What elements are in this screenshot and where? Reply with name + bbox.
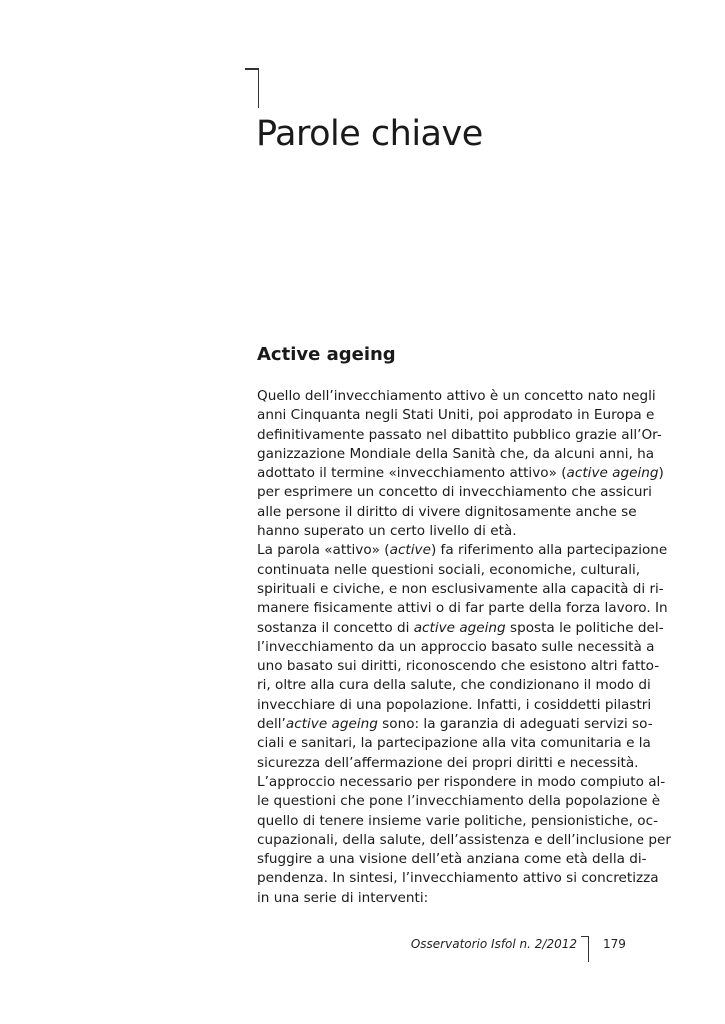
body-line: L’approccio necessario per rispondere in modo compiuto al-	[257, 773, 666, 790]
body-line: pendenza. In sintesi, l’invecchiamento attivo si concretizza	[257, 870, 659, 887]
body-line: sfuggire a una visione dell’età anziana come età della di-	[257, 851, 647, 868]
corner-mark	[245, 68, 259, 108]
body-line: hanno superato un certo livello di età.	[257, 523, 517, 540]
page-number: 179	[603, 937, 626, 951]
body-line: le questioni che pone l’invecchiamento della popolazione è	[257, 793, 661, 810]
body-line: spirituali e civiche, e non esclusivamente alla capacità di ri-	[257, 580, 664, 597]
body-line: l’invecchiamento da un approccio basato sulle necessità a	[257, 638, 655, 655]
body-line: anni Cinquanta negli Stati Uniti, poi approdato in Europa e	[257, 407, 655, 424]
body-text	[257, 387, 671, 908]
body-line: invecchiare di una popolazione. Infatti, i cosiddetti pilastri	[257, 696, 652, 713]
body-line: manere fisicamente attivi o di far parte della forza lavoro. In	[257, 600, 668, 617]
body-line: uno basato sui diritti, riconoscendo che esistono altri fatto-	[257, 658, 660, 675]
page-title: Parole chiave	[256, 114, 483, 154]
body-line: ganizzazione Mondiale della Sanità che, da alcuni anni, ha	[257, 445, 655, 462]
page-footer	[0, 934, 725, 964]
journal-reference: Osservatorio Isfol n. 2/2012	[410, 937, 577, 951]
body-line: quello di tenere insieme varie politiche, pensionistiche, oc-	[257, 812, 658, 829]
section-title: Active ageing	[257, 344, 396, 365]
body-line: dell’active ageing sono: la garanzia di adeguati servizi so-	[257, 716, 653, 733]
body-line: per esprimere un concetto di invecchiamento che assicuri	[257, 484, 652, 501]
body-line: alle persone il diritto di vivere dignitosamente anche se	[257, 503, 637, 520]
body-line: definitivamente passato nel dibattito pubblico grazie all’Or-	[257, 426, 662, 443]
body-line: Quello dell’invecchiamento attivo è un concetto nato negli	[257, 388, 656, 404]
body-line: sicurezza dell’affermazione dei propri diritti e necessità.	[257, 754, 639, 771]
body-line: adottato il termine «invecchiamento attivo» (active ageing)	[257, 465, 664, 482]
body-line: sostanza il concetto di active ageing sposta le politiche del-	[257, 619, 664, 636]
body-line: continuata nelle questioni sociali, economiche, culturali,	[257, 561, 641, 578]
body-line: in una serie di interventi:	[257, 889, 429, 906]
footer-mark	[581, 936, 589, 962]
body-line: cupazionali, della salute, dell’assistenza e dell’inclusione per	[257, 831, 671, 848]
body-line: La parola «attivo» (active) fa riferimento alla partecipazione	[257, 542, 668, 559]
body-line: ri, oltre alla cura della salute, che condizionano il modo di	[257, 677, 651, 694]
body-line: ciali e sanitari, la partecipazione alla vita comunitaria e la	[257, 735, 651, 752]
